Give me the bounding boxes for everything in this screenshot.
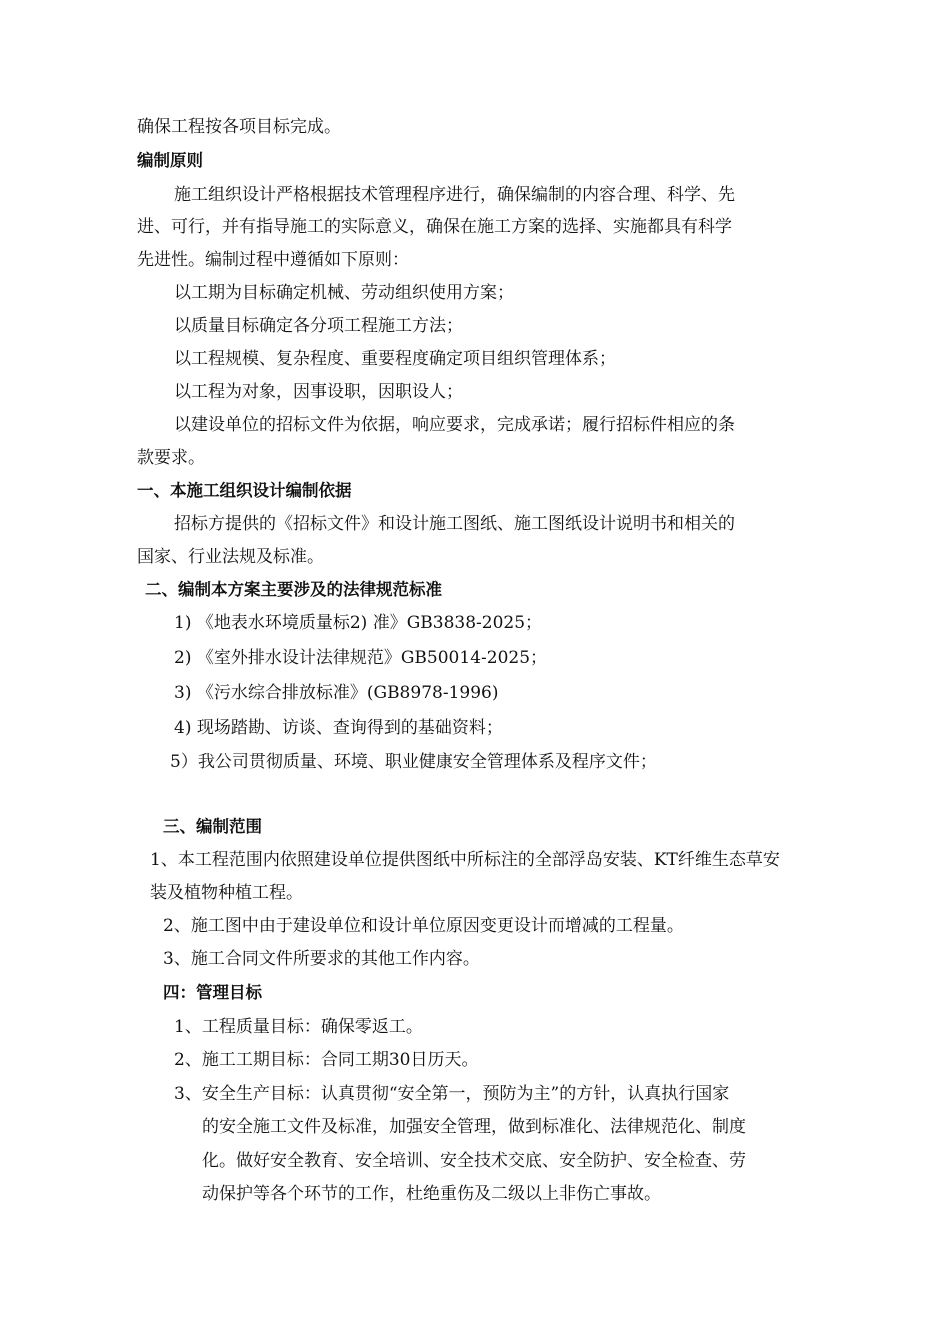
principle-item: 以工程规模、复杂程度、重要程度确定项目组织管理体系； — [174, 349, 616, 369]
goal-item: 1、工程质量目标：确保零返工。 — [174, 1017, 423, 1037]
section4-heading: 四：管理目标 — [163, 983, 262, 1002]
goal-item: 2、施工工期目标：合同工期30日历天。 — [174, 1050, 479, 1070]
scope-item-line: 1、本工程范围内依照建设单位提供图纸中所标注的全部浮岛安装、KT纤维生态草安 — [150, 850, 780, 870]
section2-heading: 二、编制本方案主要涉及的法律规范标准 — [145, 580, 442, 599]
intro-tail-text: 确保工程按各项目标完成。 — [137, 117, 341, 137]
section1-text-line: 招标方提供的《招标文件》和设计施工图纸、施工图纸设计说明书和相关的 — [174, 514, 735, 534]
principles-para-line: 施工组织设计严格根据技术管理程序进行，确保编制的内容合理、科学、先 — [174, 185, 735, 205]
principle-item: 以质量目标确定各分项工程施工方法； — [174, 316, 463, 336]
standard-item: 5）我公司贯彻质量、环境、职业健康安全管理体系及程序文件； — [170, 752, 657, 772]
standard-item: 4) 现场踏勘、访谈、查询得到的基础资料； — [174, 718, 503, 738]
scope-item: 3、施工合同文件所要求的其他工作内容。 — [163, 949, 480, 969]
goal-item-line: 化。做好安全教育、安全培训、安全技术交底、安全防护、安全检查、劳 — [202, 1151, 746, 1171]
goal-item-line: 3、安全生产目标：认真贯彻“安全第一，预防为主”的方针，认真执行国家 — [174, 1084, 730, 1104]
standard-item: 2) 《室外排水设计法律规范》GB50014-2025； — [174, 648, 548, 668]
principles-para-line: 进、可行，并有指导施工的实际意义，确保在施工方案的选择、实施都具有科学 — [137, 217, 732, 237]
section1-text-line: 国家、行业法规及标准。 — [137, 547, 324, 567]
principle-item: 以工期为目标确定机械、劳动组织使用方案； — [174, 283, 514, 303]
principle-last-line: 款要求。 — [137, 448, 205, 468]
principle-item: 以工程为对象，因事设职，因职设人； — [174, 382, 463, 402]
scope-item: 2、施工图中由于建设单位和设计单位原因变更设计而增减的工程量。 — [163, 916, 684, 936]
goal-item-line: 动保护等各个环节的工作，杜绝重伤及二级以上非伤亡事故。 — [202, 1184, 661, 1204]
standard-item: 1) 《地表水环境质量标2) 准》GB3838-2025； — [174, 613, 543, 633]
principles-heading: 编制原则 — [137, 151, 203, 170]
principles-para-line: 先进性。编制过程中遵循如下原则： — [137, 250, 409, 270]
goal-item-line: 的安全施工文件及标准，加强安全管理，做到标准化、法律规范化、制度 — [202, 1117, 746, 1137]
standard-item: 3) 《污水综合排放标准》(GB8978-1996) — [174, 683, 499, 703]
section3-heading: 三、编制范围 — [163, 817, 262, 836]
principle-last-line: 以建设单位的招标文件为依据，响应要求，完成承诺；履行招标件相应的条 — [174, 415, 735, 435]
scope-item-line: 装及植物种植工程。 — [150, 883, 303, 903]
section1-heading: 一、本施工组织设计编制依据 — [137, 481, 352, 500]
